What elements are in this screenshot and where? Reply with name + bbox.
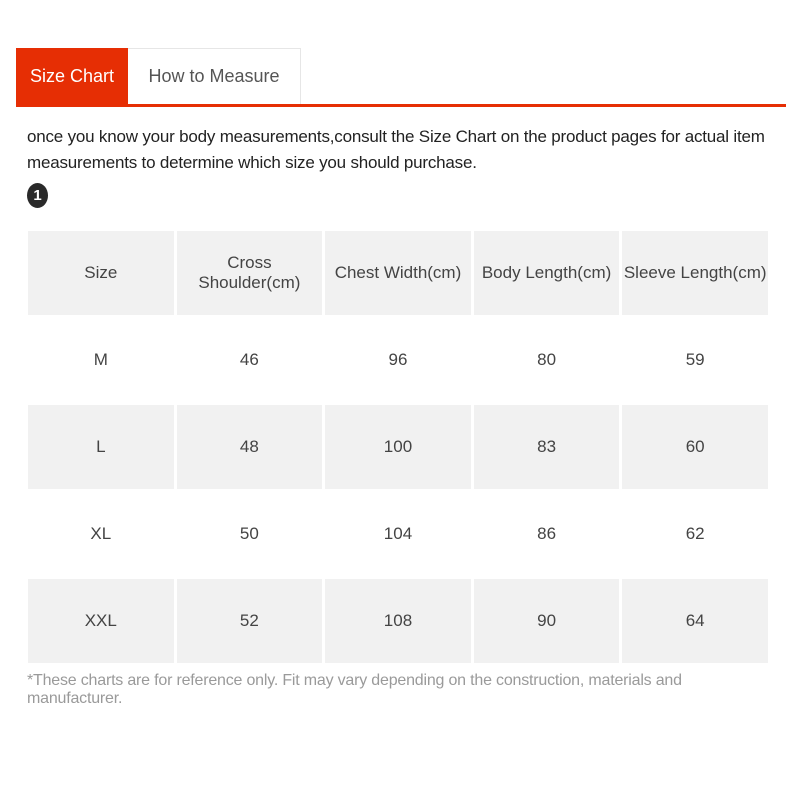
table-header-row xyxy=(28,231,768,315)
table-row xyxy=(28,579,768,663)
table-cell: 62 xyxy=(622,492,768,576)
footnote-text: *These charts are for reference only. Fit may vary depending on the construction, materials and manufacturer. xyxy=(27,672,682,707)
table-row xyxy=(28,405,768,489)
step-number-badge: 1 xyxy=(27,183,48,208)
size-table xyxy=(25,228,771,666)
tab-size-chart-label: Size Chart xyxy=(29,65,115,86)
header-cross-shoulder: Cross Shoulder(cm) xyxy=(177,231,323,315)
table-cell: 60 xyxy=(622,405,768,489)
table-row xyxy=(28,318,768,402)
table-cell: 50 xyxy=(177,492,323,576)
header-body-length: Body Length(cm) xyxy=(474,231,620,315)
table-cell-size: L xyxy=(28,405,174,489)
table-cell: 100 xyxy=(325,405,471,489)
table-cell: 46 xyxy=(177,318,323,402)
table-row xyxy=(28,492,768,576)
table-cell: 80 xyxy=(474,318,620,402)
table-cell: 48 xyxy=(177,405,323,489)
table-cell: 83 xyxy=(474,405,620,489)
table-cell: 96 xyxy=(325,318,471,402)
tab-size-chart[interactable] xyxy=(16,48,128,104)
table-cell: 90 xyxy=(474,579,620,663)
header-chest-width: Chest Width(cm) xyxy=(325,231,471,315)
table-cell: 59 xyxy=(622,318,768,402)
table-cell-size: XL xyxy=(28,492,174,576)
table-cell: 86 xyxy=(474,492,620,576)
table-cell-size: XXL xyxy=(28,579,174,663)
table-cell: 52 xyxy=(177,579,323,663)
tab-how-to-measure-label: How to Measure xyxy=(148,66,280,86)
tab-bar xyxy=(16,48,786,106)
tab-how-to-measure[interactable] xyxy=(128,48,301,104)
table-cell: 108 xyxy=(325,579,471,663)
description-text: once you know your body measurements,consult the Size Chart on the product pages for actual item measurements to determine which size you should purchase. xyxy=(27,127,765,172)
table-cell: 64 xyxy=(622,579,768,663)
tab-underline xyxy=(16,104,786,107)
header-size: Size xyxy=(28,231,174,315)
header-sleeve-length: Sleeve Length(cm) xyxy=(622,231,768,315)
table-cell: 104 xyxy=(325,492,471,576)
table-cell-size: M xyxy=(28,318,174,402)
